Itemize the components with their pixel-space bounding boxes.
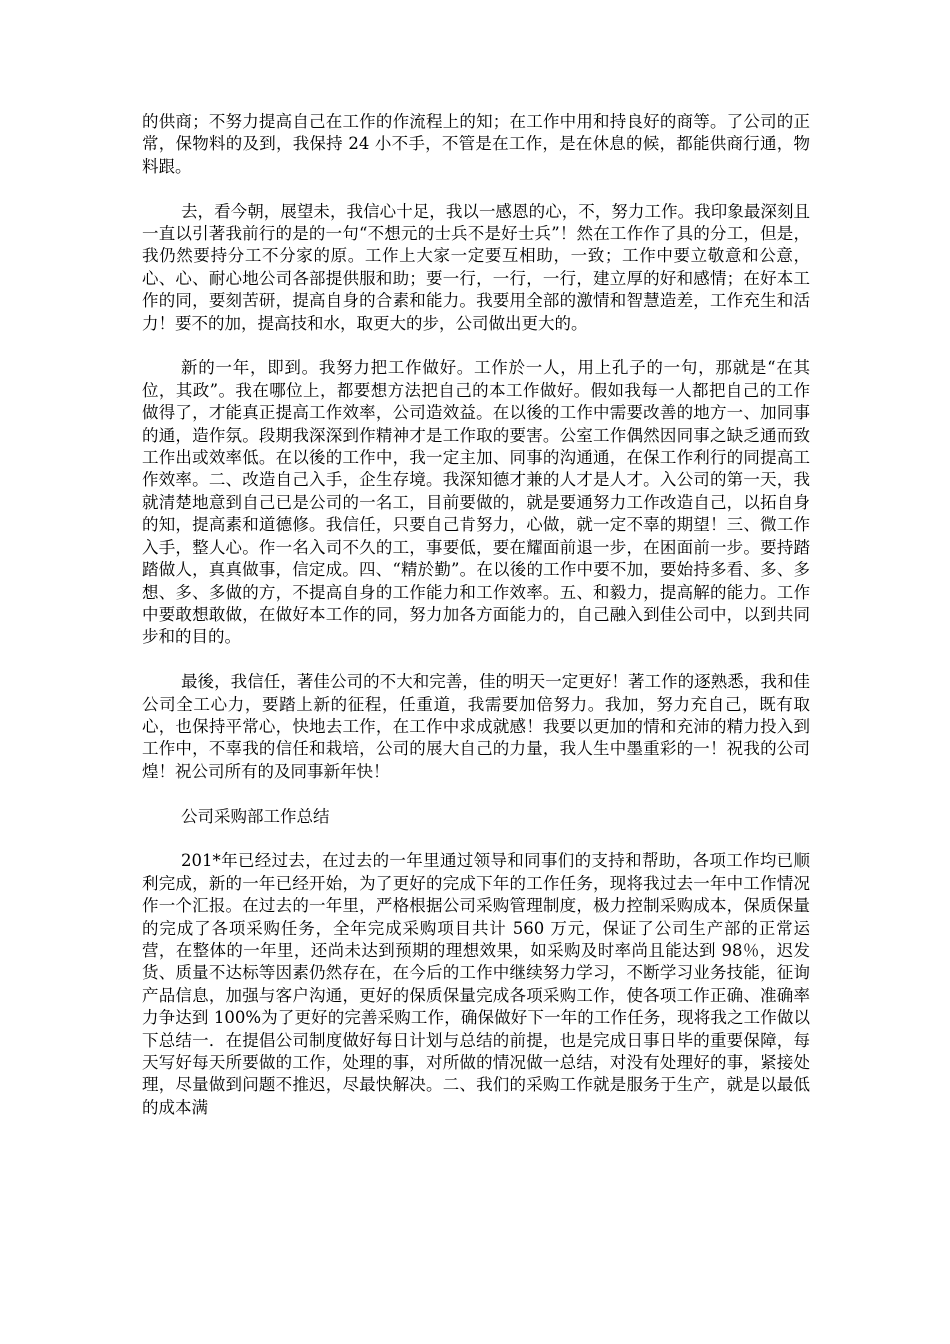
paragraph-purchasing-summary: 201*年已经过去，在过去的一年里通过领导和同事们的支持和帮助，各项工作均已顺利完成，新的一年已经开始，为了更好的完成下年的工作任务，现将我过去一年中工作情况作一个汇报。在过去的一年里，严格根据公司采购管理制度，极力控制采购成本，保质保量的完成了各项采购任务，全年完成采购项目共计 560 万元，保证了公司生产部的正常运营，在整体的一年里，还尚未达到预期的理想效果，如采购及时率尚且能达到 98％，迟发货、质量不达标等因素仍然存在，在今后的工作中继续努力学习，不断学习业务技能，征询产品信息，加强与客户沟通，更好的保质保量完成各项采购工作，使各项工作正确、准确率力争达到 100%为了更好的完善采购工作，确保做好下一年的工作任务，现将我之工作做以下总结一．在提倡公司制度做好每日计划与总结的前提，也是完成日事日毕的重要保障，每天写好每天所要做的工作，处理的事，对所做的情况做一总结，对没有处理好的事，紧接处理，尽量做到问题不推迟，尽最快解决。二、我们的采购工作就是服务于生产，就是以最低的成本满 — [142, 851, 810, 1117]
paragraph-new-year: 新的一年，即到。我努力把工作做好。工作於一人，用上孔子的一句，那就是“在其位，其政”。我在哪位上，都要想方法把自己的本工作做好。假如我每一人都把自己的工作做得了，才能真正提高工作效率，公司造效益。在以後的工作中需要改善的地方一、加同事的通，造作氛。段期我深深到作精神才是工作取的要害。公室工作偶然因同事之缺乏通而致工作出或效率低。在以後的工作中，我一定主加、同事的沟通通，在保工作利行的同提高工作效率。二、改造自己入手，企生存境。我深知德才兼的人才是人才。入公司的第一天，我就清楚地意到自己已是公司的一名工，目前要做的，就是要通努力工作改造自己，以拓自身的知，提高素和道德修。我信任，只要自己肯努力，心做，就一定不辜的期望！三、微工作入手，整人心。作一名入司不久的工，事要低，要在耀面前退一步，在困面前一步。要持踏踏做人，真真做事，信定成。四、“精於勤”。在以後的工作中要不加，要始持多看、多、多想、多、多做的方，不提高自身的工作能力和工作效率。五、和毅力，提高解的能力。工作中要敢想敢做，在做好本工作的同，努力加各方面能力的，自己融入到佳公司中，以到共同步和的目的。 — [142, 358, 810, 647]
paragraph-supplier-continuation: 的供商；不努力提高自己在工作的作流程上的知；在工作中用和持良好的商等。了公司的正常，保物料的及到，我保持 24 小不手，不管是在工作，是在休息的候，都能供商行通，物料跟。 — [142, 112, 810, 176]
paragraph-closing: 最後，我信任，著佳公司的不大和完善，佳的明天一定更好！著工作的逐熟悉，我和佳公司全工心力，要踏上新的征程，任重道，我需要加倍努力。我加，努力充自己，既有取心，也保持平常心，快地去工作，在工作中求成就感！我要以更加的情和充沛的精力投入到工作中，不辜我的信任和栽培，公司的展大自己的力量，我人生中墨重彩的一！祝我的公司煌！祝公司所有的及同事新年快！ — [142, 672, 810, 781]
paragraph-looking-ahead: 去，看今朝，展望未，我信心十足，我以一感恩的心，不，努力工作。我印象最深刻且一直以引著我前行的是的一句“不想元的士兵不是好士兵”！然在工作作了具的分工，但是，我仍然要持分工不分家的原。工作上大家一定要互相助，一致；工作中要立敬意和公意，心、心、耐心地公司各部提供服和助；要一行，一行，一行，建立厚的好和感情；在好本工作的同，要刻苦研，提高自身的合素和能力。我要用全部的激情和智慧造差，工作充生和活力！要不的加，提高技和水，取更大的步，公司做出更大的。 — [142, 201, 810, 333]
document-body — [142, 111, 810, 1142]
section-heading: 公司采购部工作总结 — [181, 806, 330, 826]
